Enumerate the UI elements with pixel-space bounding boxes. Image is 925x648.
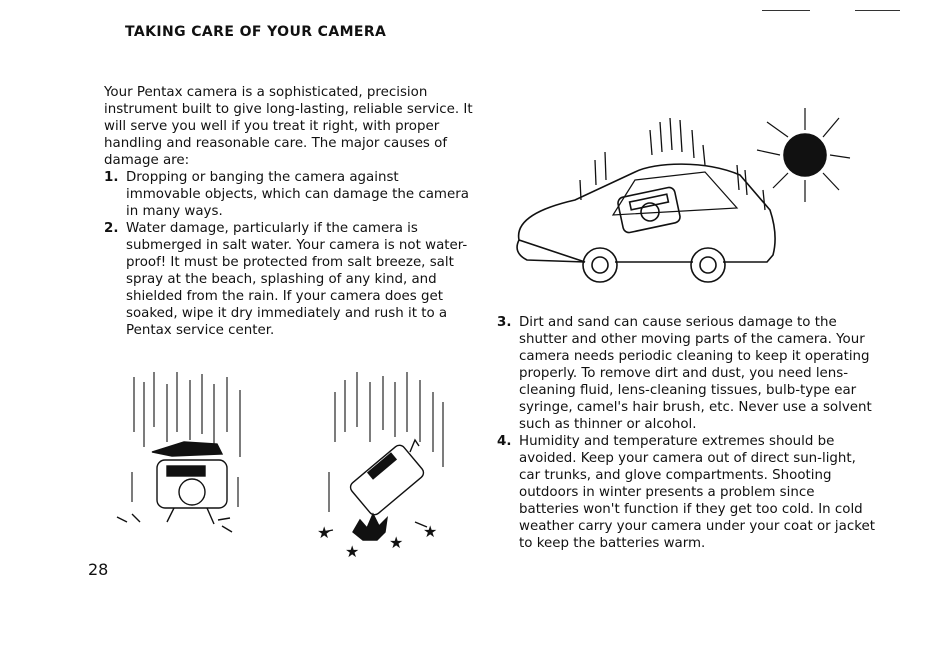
camera-in-rain-icon <box>112 372 252 537</box>
item-text: Humidity and temperature extremes should be avoided. Keep your camera out of direct sun-light, car trunks, and glove compartments. Shooting outdoors in winter presents a problem since batteries won't function if they get too cold. In cold weather carry your camera under your coat or jacket to keep the batteries warm. <box>519 434 875 551</box>
item-text: Dirt and sand can cause serious damage to the shutter and other moving parts of the camera. Your camera needs periodic cleaning to keep it operating properly. To remove dirt and dust, you need lens-cleaning fluid, lens-cleaning tissues, bulb-type ear syringe, camel's hair brush, etc. Never use a solvent such as thinner or alcohol. <box>519 315 872 432</box>
svg-text:★: ★ <box>317 523 332 542</box>
page-title: TAKING CARE OF YOUR CAMERA <box>125 24 387 40</box>
list-item <box>104 169 476 220</box>
item-number: 4. <box>497 434 512 449</box>
intro-paragraph: Your Pentax camera is a sophisticated, precision instrument built to give long-lasting, reliable service. It will serve you well if you treat it right, with proper handling and reasonable care. The major causes of damage are: <box>104 85 473 168</box>
list-item <box>497 433 875 552</box>
right-column <box>497 314 875 552</box>
svg-text:★: ★ <box>389 533 404 552</box>
car-in-sun-icon <box>505 90 855 295</box>
item-number: 2. <box>104 221 119 236</box>
item-text: Dropping or banging the camera against immovable objects, which can damage the camera in many ways. <box>126 170 469 219</box>
header-rule <box>762 10 810 11</box>
page-number: 28 <box>88 560 109 579</box>
list-item <box>497 314 875 433</box>
header-rule <box>855 10 900 11</box>
item-number: 1. <box>104 170 119 185</box>
item-text: Water damage, particularly if the camera is submerged in salt water. Your camera is not water-proof! It must be protected from salt breeze, salt spray at the beach, splashing of any kind, and shielded from the rain. If your camera does get soaked, wipe it dry immediately and rush it to a Pentax service center. <box>126 221 468 338</box>
list-item <box>104 220 476 339</box>
camera-falling-icon <box>315 372 455 567</box>
svg-text:★: ★ <box>345 542 360 561</box>
left-column <box>104 84 476 339</box>
svg-text:★: ★ <box>423 522 438 541</box>
item-number: 3. <box>497 315 512 330</box>
